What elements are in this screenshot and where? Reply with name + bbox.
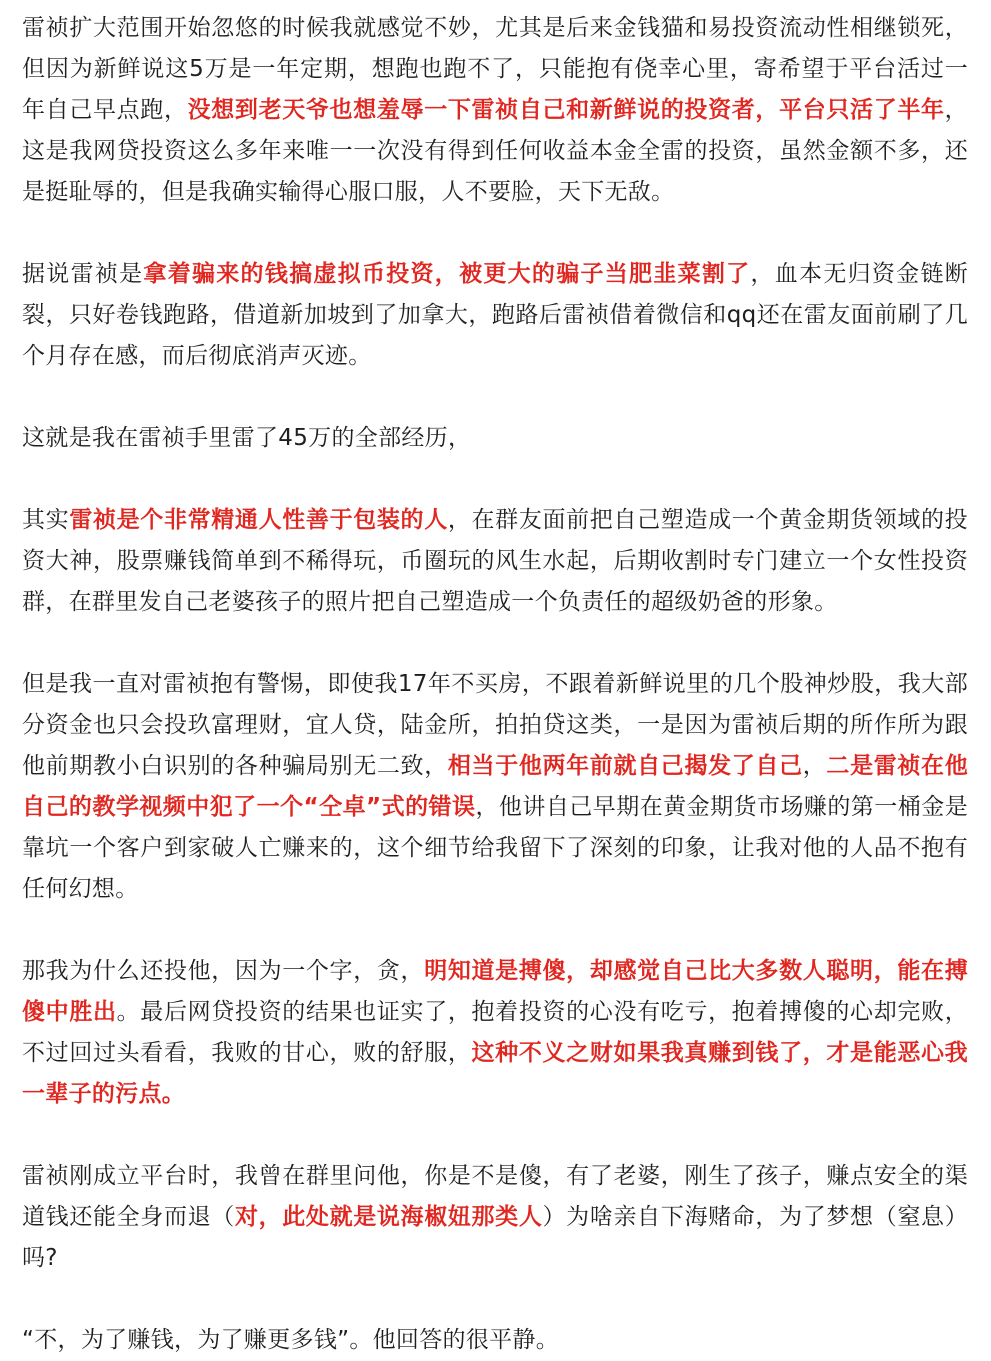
paragraph bbox=[22, 1156, 968, 1279]
text-segment: ）为啥亲自下海赌命，为了梦想（窒息）吗? bbox=[22, 1204, 968, 1271]
text-segment: 雷祯刚成立平台时，我曾在群里问他，你是不是傻，有了老婆，刚生了孩子，赚点安全的渠道钱还能全身而退（ bbox=[22, 1163, 968, 1230]
highlighted-text: 对，此处就是说海椒妞那类人 bbox=[234, 1204, 543, 1230]
text-segment: 其实 bbox=[22, 507, 70, 533]
text-segment: 那我为什么还投他，因为一个字，贪， bbox=[22, 958, 425, 984]
article-body bbox=[22, 8, 968, 1361]
highlighted-text: 相当于他两年前就自己揭发了自己 bbox=[447, 753, 803, 779]
paragraph bbox=[22, 664, 968, 910]
text-segment: 但是我一直对雷祯抱有警惕，即使我17年不买房，不跟着新鲜说里的几个股神炒股，我大部分资金也只会投玖富理财，宜人贷，陆金所，拍拍贷这类，一是因为雷祯后期的所作所为跟他前期教小白识别的各种骗局别无二致， bbox=[22, 671, 968, 779]
paragraph bbox=[22, 500, 968, 623]
highlighted-text: 明知道是搏傻，却感觉自己比大多数人聪明，能在搏傻中胜出 bbox=[22, 958, 968, 1025]
paragraph bbox=[22, 951, 968, 1115]
text-segment: ，在群友面前把自己塑造成一个黄金期货领域的投资大神，股票赚钱简单到不稀得玩，币圈玩的风生水起，后期收割时专门建立一个女性投资群，在群里发自己老婆孩子的照片把自己塑造成一个负责任的超级奶爸的形象。 bbox=[22, 507, 968, 615]
highlighted-text: 雷祯在他自己的教学视频中犯了一个“仝卓”式的错误 bbox=[22, 753, 969, 820]
highlighted-text: 雷祯是个非常精通人性善于包装的人 bbox=[69, 507, 448, 533]
text-segment: 雷祯扩大范围开始忽悠的时候我就感觉不妙，尤其是后来金钱猫和易投资流动性相继锁死，但因为新鲜说这5万是一年定期，想跑也跑不了，只能抱有侥幸心里，寄希望于平台活过一年自己早点跑， bbox=[22, 15, 968, 123]
text-segment: ，他讲自己早期在黄金期货市场赚的第一桶金是靠坑一个客户到家破人亡赚来的，这个细节给我留下了深刻的印象，让我对他的人品不抱有任何幻想。 bbox=[22, 794, 968, 902]
text-segment: 这就是我在雷祯手里雷了45万的全部经历， bbox=[22, 425, 472, 451]
highlighted-text: 拿着骗来的钱搞虚拟币投资，被更大的骗子当肥韭菜割了 bbox=[143, 261, 751, 287]
text-segment: ， bbox=[802, 753, 827, 779]
text-segment: ，血本无归资金链断裂，只好卷钱跑路，借道新加坡到了加拿大，跑路后雷祯借着微信和qq还在雷友面前刷了几个月存在感，而后彻底消声灭迹。 bbox=[22, 261, 969, 369]
paragraph bbox=[22, 254, 968, 377]
paragraph bbox=[22, 418, 968, 459]
highlighted-text: 二是 bbox=[826, 753, 874, 779]
text-segment: “不，为了赚钱，为了赚更多钱”。他回答的很平静。 bbox=[22, 1327, 560, 1353]
highlighted-text: 没想到老天爷也想羞辱一下雷祯自己和新鲜说的投资者，平台只活了半年 bbox=[187, 97, 945, 123]
paragraph bbox=[22, 1320, 968, 1361]
paragraph bbox=[22, 8, 968, 213]
text-segment: 据说雷祯是 bbox=[22, 261, 144, 287]
highlighted-text: 这种不义之财如果我真赚到钱了，才是能恶心我一辈子的污点。 bbox=[22, 1040, 968, 1107]
text-segment: 。最后网贷投资的结果也证实了，抱着投资的心没有吃亏，抱着搏傻的心却完败，不过回过头看看，我败的甘心，败的舒服， bbox=[22, 999, 968, 1066]
text-segment: ，这是我网贷投资这么多年来唯一一次没有得到任何收益本金全雷的投资，虽然金额不多，还是挺耻辱的，但是我确实输得心服口服，人不要脸，天下无敌。 bbox=[22, 97, 968, 205]
